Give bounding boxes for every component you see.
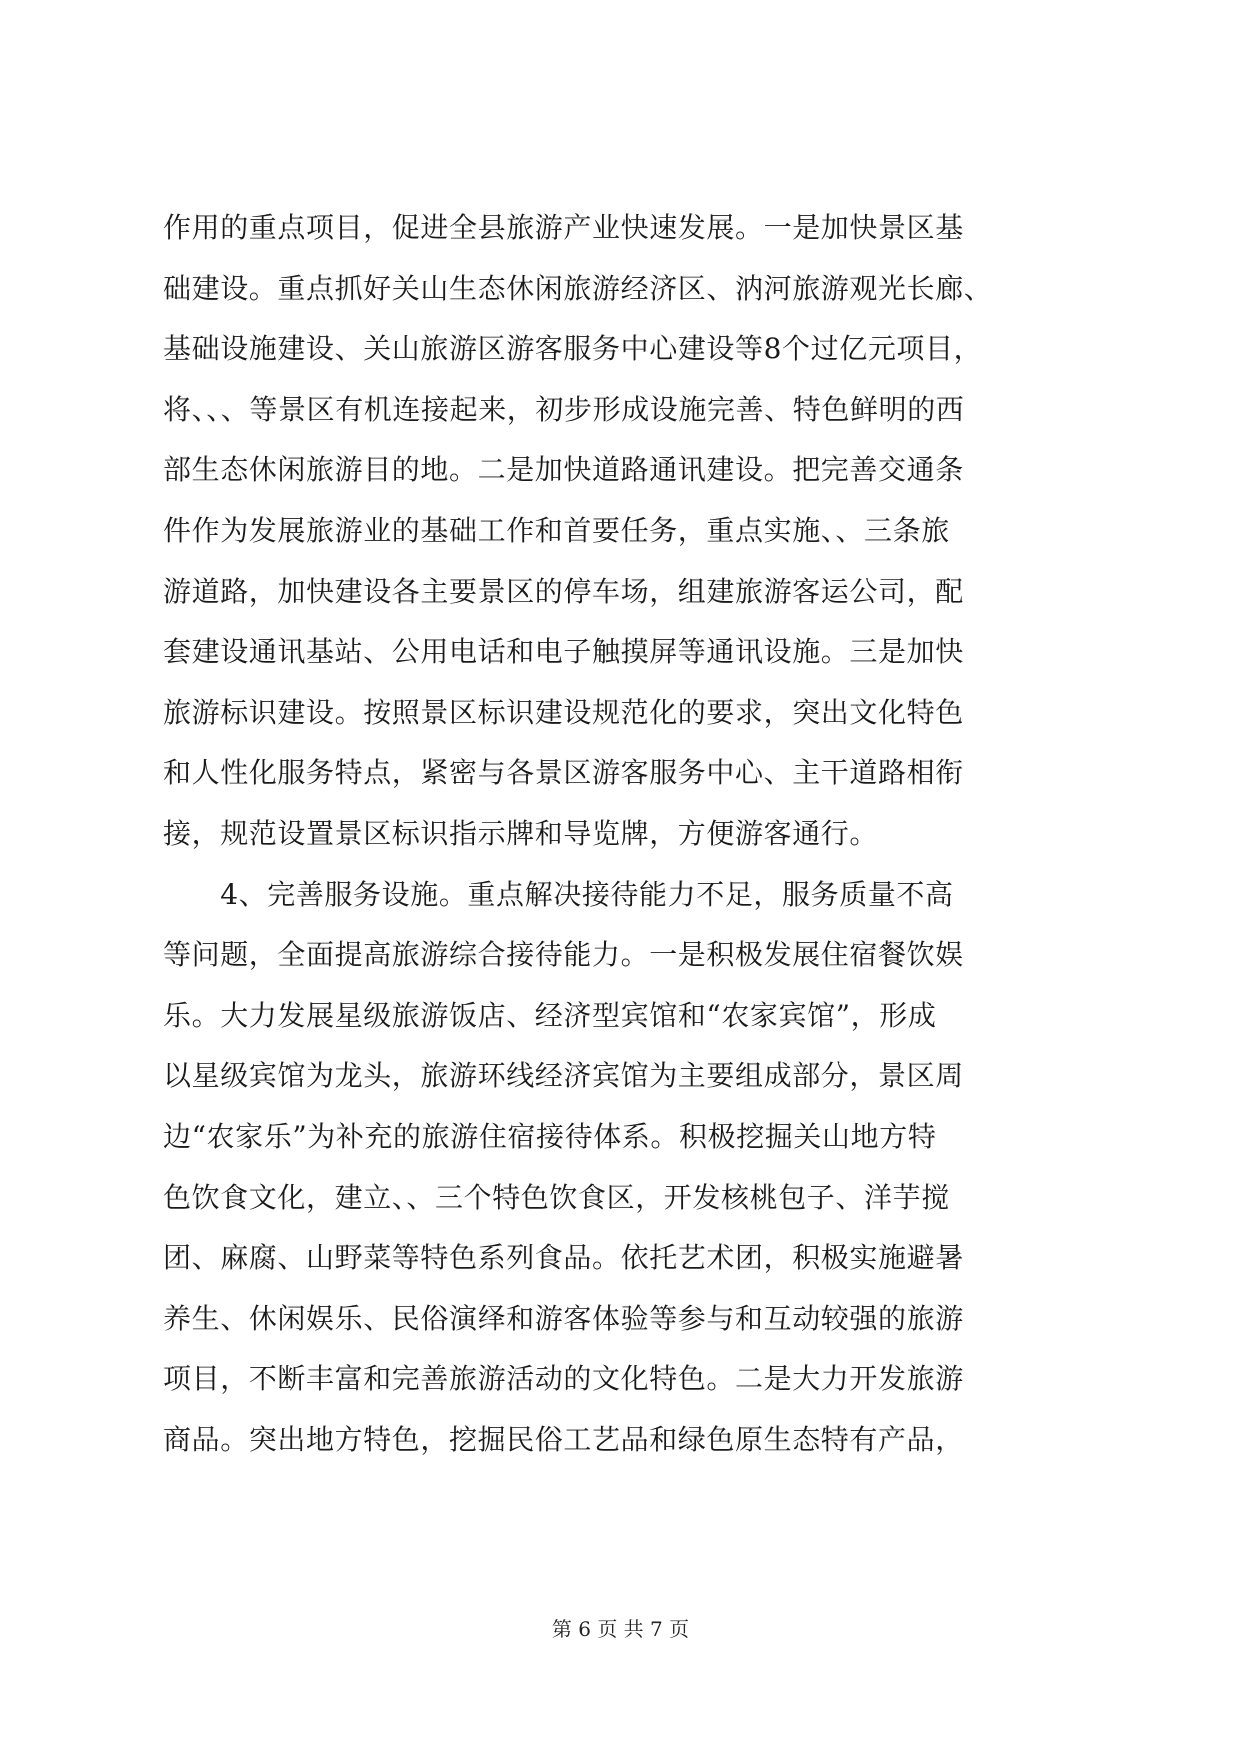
page-footer: 第 6 页 共 7 页 [551, 1617, 690, 1641]
text-line: 商品。突出地方特色，挖掘民俗工艺品和绿色原生态特有产品， [163, 1422, 964, 1456]
text-line: 和人性化服务特点，紧密与各景区游客服务中心、主干道路相衔 [163, 756, 964, 790]
text-line: 4、完善服务设施。重点解决接待能力不足，服务质量不高 [163, 877, 954, 911]
text-line: 基础设施建设、关山旅游区游客服务中心建设等8个过亿元项目， [163, 332, 983, 366]
text-line: 养生、休闲娱乐、民俗演绎和游客体验等参与和互动较强的旅游 [163, 1301, 964, 1335]
text-line: 边“农家乐”为补充的旅游住宿接待体系。积极挖掘关山地方特 [163, 1119, 937, 1153]
text-line: 等问题，全面提高旅游综合接待能力。一是积极发展住宿餐饮娱 [163, 938, 964, 972]
text-line: 色饮食文化，建立、、三个特色饮食区，开发核桃包子、洋芋搅 [163, 1180, 950, 1214]
text-line: 部生态休闲旅游目的地。二是加快道路通讯建设。把完善交通条 [163, 453, 964, 487]
text-line: 件作为发展旅游业的基础工作和首要任务，重点实施、、三条旅 [163, 513, 950, 547]
text-line: 乐。大力发展星级旅游饭店、经济型宾馆和“农家宾馆”，形成 [163, 998, 937, 1032]
body-text [163, 198, 1123, 1470]
text-line: 团、麻腐、山野菜等特色系列食品。依托艺术团，积极实施避暑 [163, 1241, 964, 1275]
text-line: 接，规范设置景区标识指示牌和导览牌，方便游客通行。 [163, 816, 879, 850]
text-line: 游道路，加快建设各主要景区的停车场，组建旅游客运公司，配 [163, 574, 964, 608]
text-line: 项目，不断丰富和完善旅游活动的文化特色。二是大力开发旅游 [163, 1362, 964, 1396]
text-line: 以星级宾馆为龙头，旅游环线经济宾馆为主要组成部分，景区周 [163, 1059, 964, 1093]
text-line: 础建设。重点抓好关山生态休闲旅游经济区、汭河旅游观光长廊、 [163, 271, 993, 305]
text-line: 将、、、等景区有机连接起来，初步形成设施完善、特色鲜明的西 [163, 392, 965, 426]
text-line: 旅游标识建设。按照景区标识建设规范化的要求，突出文化特色 [163, 695, 964, 729]
text-line: 套建设通讯基站、公用电话和电子触摸屏等通讯设施。三是加快 [163, 635, 964, 669]
text-line: 作用的重点项目，促进全县旅游产业快速发展。一是加快景区基 [163, 211, 964, 244]
